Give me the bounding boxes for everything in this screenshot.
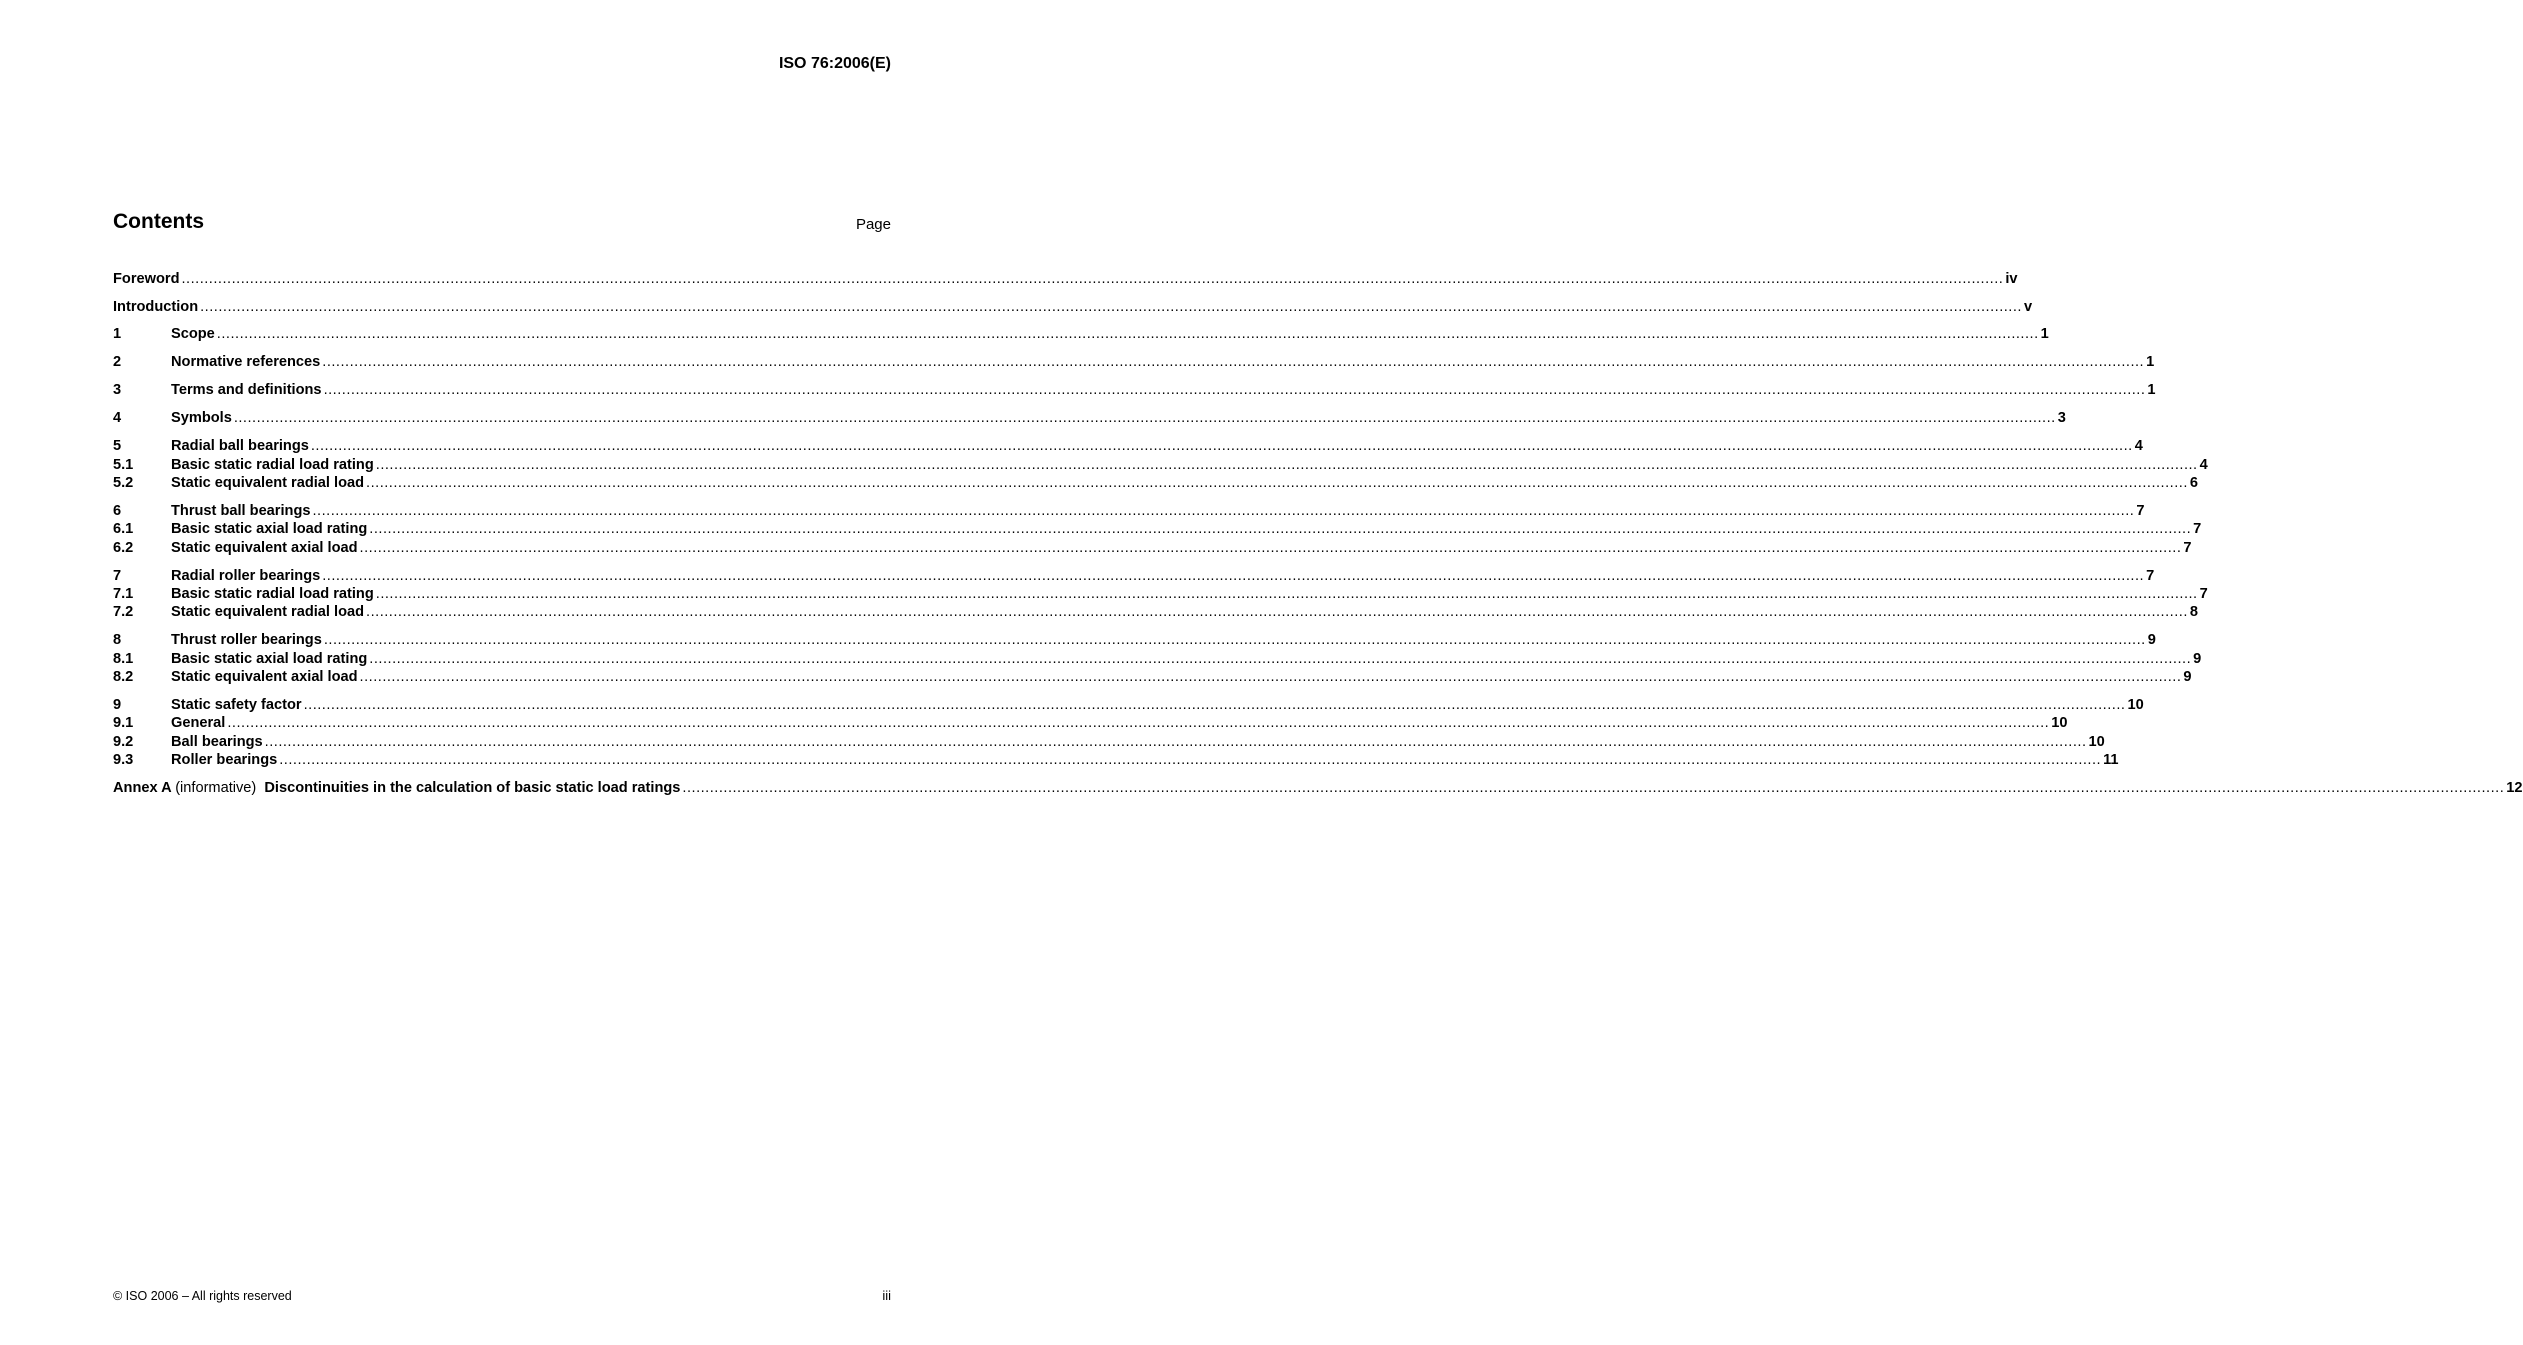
toc-entry-title: Basic static axial load rating (171, 651, 368, 667)
toc-dot-leader: ................................................................................................................................................................................................................................................................................................................................................................................................................ (303, 697, 2126, 713)
toc-entry-title: Static safety factor (171, 697, 302, 713)
toc-entry[interactable] (113, 631, 2156, 649)
toc-dot-leader: ................................................................................................................................................................................................................................................................................................................................................................................................................ (216, 326, 2039, 342)
toc-entry-title: Ball bearings (171, 734, 263, 750)
toc-entry-number: 5.1 (113, 457, 134, 473)
toc-entry-page: 4 (2134, 438, 2143, 454)
toc-entry[interactable] (113, 696, 2144, 714)
toc-entry-page: v (2023, 299, 2033, 315)
toc-dot-leader: ................................................................................................................................................................................................................................................................................................................................................................................................................ (279, 752, 2102, 768)
toc-dot-leader: ................................................................................................................................................................................................................................................................................................................................................................................................................ (369, 651, 2192, 667)
toc-entry-page: 9 (2193, 651, 2202, 667)
toc-dot-leader: ................................................................................................................................................................................................................................................................................................................................................................................................................ (359, 540, 2182, 556)
toc-entry[interactable] (113, 381, 2156, 399)
toc-entry-number: 6 (113, 503, 122, 519)
toc-entry-number: 8.2 (113, 669, 134, 685)
toc-dot-leader: ................................................................................................................................................................................................................................................................................................................................................................................................................ (233, 410, 2056, 426)
toc-entry-page: iv (2005, 271, 2018, 287)
toc-entry-page: 1 (2146, 354, 2155, 370)
toc-entry-annex[interactable] (113, 779, 2523, 797)
toc-entry-title: Radial ball bearings (171, 438, 309, 454)
toc-dot-leader: ................................................................................................................................................................................................................................................................................................................................................................................................................ (312, 503, 2135, 519)
toc-entry-page: 9 (2183, 669, 2192, 685)
toc-entry-title: Thrust roller bearings (171, 632, 322, 648)
toc-entry-page: 7 (2146, 568, 2155, 584)
toc-dot-leader: ................................................................................................................................................................................................................................................................................................................................................................................................................ (322, 568, 2145, 584)
toc-dot-leader: ................................................................................................................................................................................................................................................................................................................................................................................................................ (375, 457, 2198, 473)
contents-heading: Contents (113, 210, 204, 233)
toc-entry[interactable] (113, 409, 2066, 427)
toc-entry-title: Introduction (113, 299, 199, 315)
toc-dot-leader: ................................................................................................................................................................................................................................................................................................................................................................................................................ (323, 632, 2146, 648)
toc-entry-page: 6 (2189, 475, 2199, 491)
toc-dot-leader: ................................................................................................................................................................................................................................................................................................................................................................................................................ (200, 299, 2022, 315)
document-id: ISO 76:2006(E) (778, 55, 891, 72)
toc-entry[interactable] (113, 520, 2202, 538)
toc-entry-page: 8 (2189, 604, 2199, 620)
toc-entry[interactable] (113, 502, 2145, 520)
toc-dot-leader: ................................................................................................................................................................................................................................................................................................................................................................................................................ (359, 669, 2182, 685)
toc-entry-number: 4 (113, 410, 122, 426)
toc-entry-title: Normative references (171, 354, 321, 370)
toc-entry-title: General (171, 715, 226, 731)
toc-entry-number: 5 (113, 438, 122, 454)
footer-page-number: iii (882, 1288, 891, 1303)
toc-entry[interactable] (113, 539, 2192, 557)
page-column-label: Page (855, 216, 891, 233)
toc-entry-page: 10 (2127, 697, 2144, 713)
toc-entry-page: 7 (2136, 503, 2145, 519)
toc-entry[interactable] (113, 733, 2105, 751)
toc-dot-leader: ................................................................................................................................................................................................................................................................................................................................................................................................................ (323, 382, 2146, 398)
toc-entry-page: 7 (2199, 586, 2208, 602)
toc-entry-number: 9.3 (113, 752, 134, 768)
toc-entry-page: 10 (2088, 734, 2105, 750)
toc-entry-page: 12 (2506, 780, 2523, 796)
toc-entry-number: 3 (113, 382, 122, 398)
toc-dot-leader: ................................................................................................................................................................................................................................................................................................................................................................................................................ (375, 586, 2198, 602)
toc-entry[interactable] (113, 751, 2119, 769)
toc-entry-title: Static equivalent radial load (171, 604, 365, 620)
toc-entry-title: Scope (171, 326, 215, 342)
toc-entry-page: 10 (2051, 715, 2068, 731)
toc-entry-number: 8.1 (113, 651, 134, 667)
toc-entry[interactable] (113, 650, 2202, 668)
toc-entry-page: 9 (2147, 632, 2156, 648)
toc-entry-page: 1 (2040, 326, 2049, 342)
toc-entry[interactable] (113, 270, 2018, 288)
toc-entry-title: Radial roller bearings (171, 568, 321, 584)
toc-entry-page: 4 (2199, 457, 2208, 473)
toc-dot-leader: ................................................................................................................................................................................................................................................................................................................................................................................................................ (369, 521, 2192, 537)
toc-entry-number: 9.2 (113, 734, 134, 750)
toc-entry-number: 7 (113, 568, 122, 584)
toc-entry-title: Thrust ball bearings (171, 503, 311, 519)
toc-entry-title: Static equivalent axial load (171, 540, 358, 556)
toc-entry[interactable] (113, 603, 2199, 621)
toc-dot-leader: ................................................................................................................................................................................................................................................................................................................................................................................................................ (181, 271, 2004, 287)
toc-entry-number: 5.2 (113, 475, 134, 491)
toc-entry-number: 7.2 (113, 604, 134, 620)
annex-title-group (113, 779, 680, 797)
annex-qualifier: (informative) (175, 780, 257, 796)
toc-entry-page: 1 (2147, 382, 2156, 398)
toc-entry-title: Basic static axial load rating (171, 521, 368, 537)
toc-entry-number: 6.1 (113, 521, 134, 537)
toc-entry-number: 7.1 (113, 586, 134, 602)
toc-entry-page: 11 (2103, 752, 2119, 768)
toc-entry-number: 1 (113, 326, 122, 342)
annex-label: Annex A (113, 780, 172, 796)
toc-entry[interactable] (113, 353, 2155, 371)
toc-entry[interactable] (113, 456, 2208, 474)
toc-dot-leader: ................................................................................................................................................................................................................................................................................................................................................................................................................ (264, 734, 2087, 750)
toc-entry-title: Basic static radial load rating (171, 457, 374, 473)
toc-entry-title: Static equivalent axial load (171, 669, 358, 685)
toc-entry-page: 7 (2183, 540, 2192, 556)
toc-entry-number: 8 (113, 632, 122, 648)
toc-entry-number: 9.1 (113, 715, 134, 731)
toc-entry-number: 2 (113, 354, 122, 370)
toc-dot-leader: ................................................................................................................................................................................................................................................................................................................................................................................................................ (322, 354, 2145, 370)
annex-title: Discontinuities in the calculation of basic static load ratings (264, 780, 681, 796)
toc-dot-leader: ................................................................................................................................................................................................................................................................................................................................................................................................................ (310, 438, 2133, 454)
toc-entry-title: Symbols (171, 410, 232, 426)
toc-dot-leader: ................................................................................................................................................................................................................................................................................................................................................................................................................ (366, 604, 2188, 620)
toc-entry[interactable] (113, 714, 2068, 732)
toc-entry[interactable] (113, 437, 2143, 455)
toc-entry[interactable] (113, 474, 2199, 492)
toc-entry-number: 9 (113, 697, 122, 713)
toc-entry-title: Foreword (113, 271, 180, 287)
toc-entry-title: Basic static radial load rating (171, 586, 374, 602)
toc-entry[interactable] (113, 585, 2208, 603)
toc-entry[interactable] (113, 567, 2155, 585)
toc-entry-number: 6.2 (113, 540, 134, 556)
toc-entry-page: 3 (2057, 410, 2066, 426)
toc-entry-title: Terms and definitions (171, 382, 322, 398)
toc-entry-title: Static equivalent radial load (171, 475, 365, 491)
toc-entry[interactable] (113, 325, 2049, 343)
toc-entry-title: Roller bearings (171, 752, 278, 768)
toc-entry[interactable] (113, 668, 2192, 686)
toc-entry-page: 7 (2193, 521, 2202, 537)
toc-dot-leader: ................................................................................................................................................................................................................................................................................................................................................................................................................ (366, 475, 2188, 491)
toc-entry[interactable] (113, 298, 2033, 316)
copyright-notice: © ISO 2006 – All rights reserved (113, 1289, 292, 1303)
toc-dot-leader: ................................................................................................................................................................................................................................................................................................................................................................................................................ (682, 780, 2505, 796)
toc-dot-leader: ................................................................................................................................................................................................................................................................................................................................................................................................................ (227, 715, 2050, 731)
